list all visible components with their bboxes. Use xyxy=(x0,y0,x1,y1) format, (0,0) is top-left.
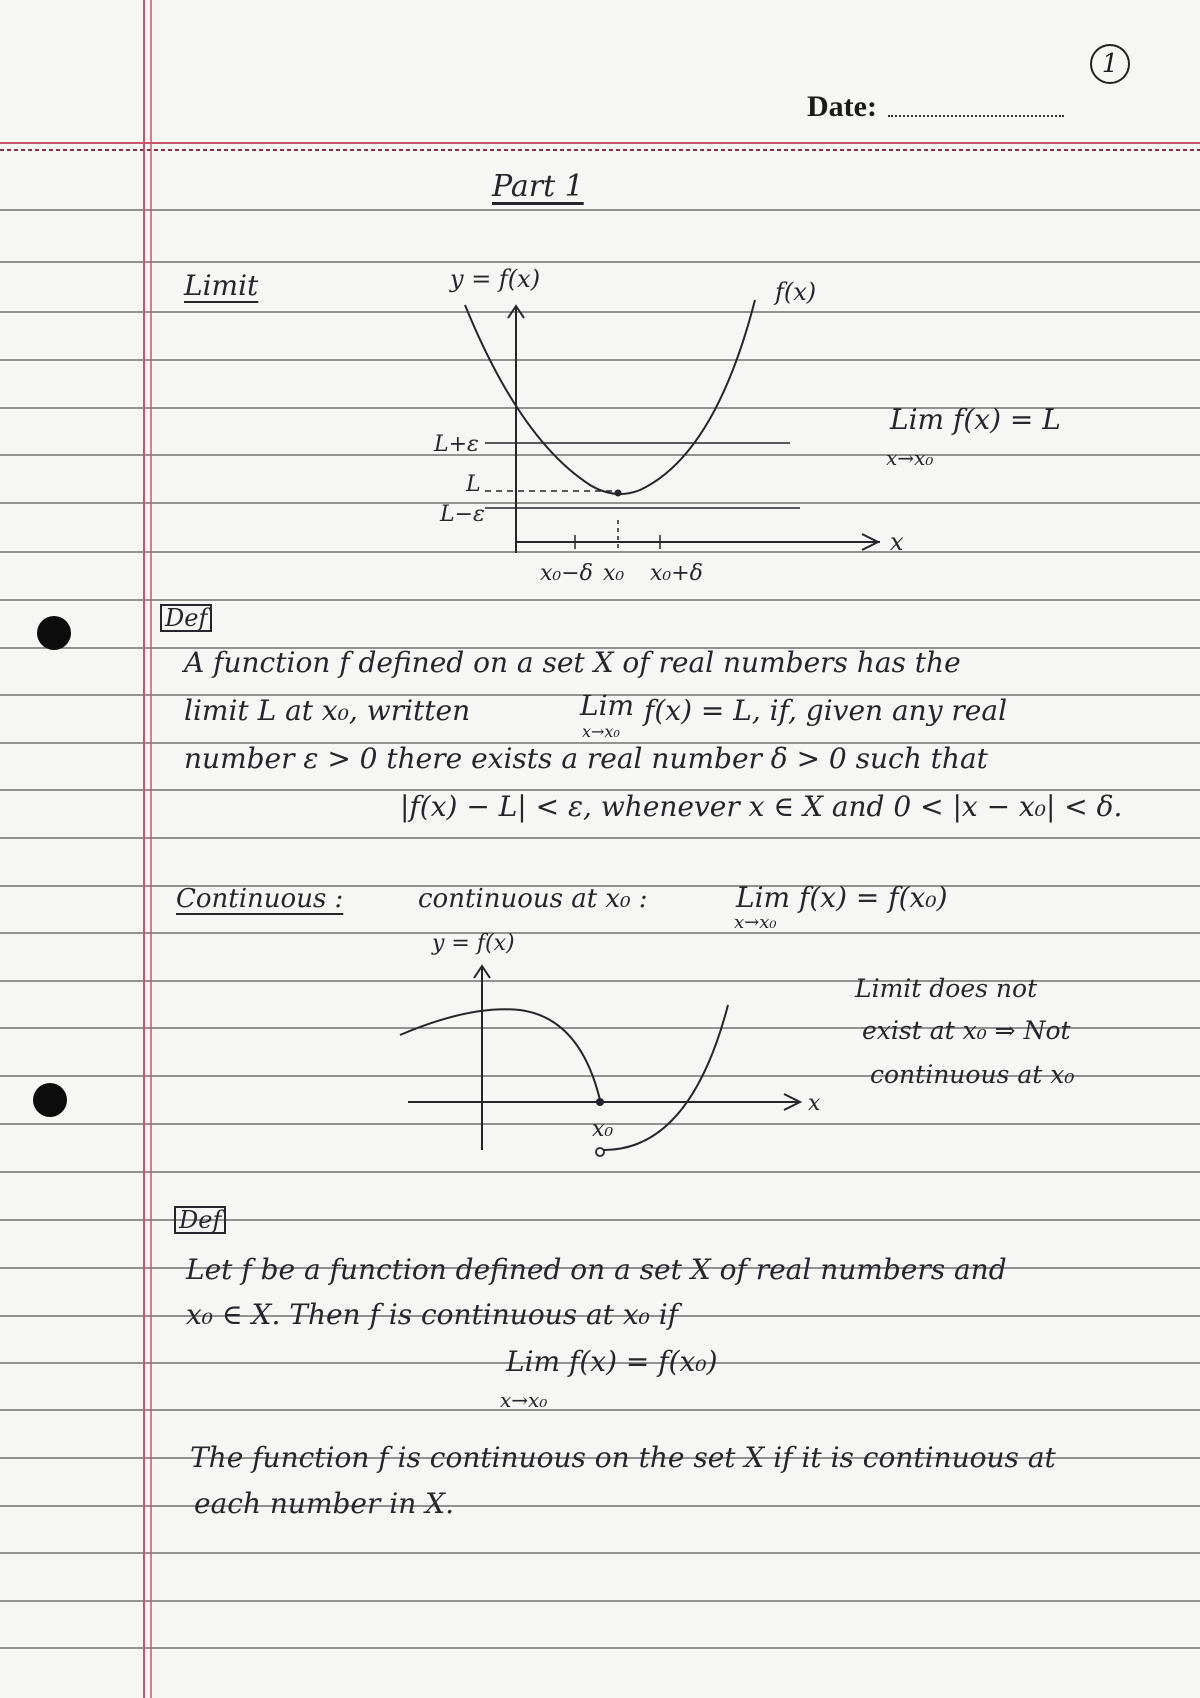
continuous-y-label: y = f(x) xyxy=(432,931,515,956)
def2-line-1: Let f be a function defined on a set X of real numbers and xyxy=(186,1253,1007,1286)
limit-heading: Limit xyxy=(184,269,259,302)
limit-x-label-right: x₀+δ xyxy=(650,561,703,586)
limit-x-axis-label: x xyxy=(890,528,904,556)
continuous-right-branch xyxy=(604,1005,728,1150)
def2-line-4: each number in X. xyxy=(194,1487,454,1520)
continuous-note-3: continuous at x₀ xyxy=(870,1060,1075,1089)
continuous-lim-sub: x→x₀ xyxy=(734,912,777,933)
date-label: Date: xyxy=(807,90,877,123)
page-title: Part 1 xyxy=(492,169,584,204)
limit-formula-subscript: x→x₀ xyxy=(886,446,934,470)
limit-y-label: y = f(x) xyxy=(450,265,541,293)
continuous-point-label: x₀ xyxy=(592,1117,614,1142)
limit-x-label-left: x₀−δ xyxy=(540,561,593,586)
continuous-heading: Continuous : xyxy=(176,884,344,914)
def1-line-2-lim: Lim xyxy=(580,689,635,722)
def1-line-2a: limit L at x₀, written xyxy=(184,694,471,727)
continuous-note-2: exist at x₀ ⇒ Not xyxy=(862,1016,1071,1045)
limit-tick-label-lower: L−ε xyxy=(440,502,485,527)
def1-line-3: number ε > 0 there exists a real number δ > 0 such that xyxy=(184,742,988,775)
def2-formula: Lim f(x) = f(x₀) xyxy=(506,1345,718,1378)
def-tag-1: Def xyxy=(160,604,212,632)
limit-tick-label-upper: L+ε xyxy=(434,432,479,457)
def1-line-1: A function f defined on a set X of real numbers has the xyxy=(184,646,961,679)
continuous-left-branch xyxy=(400,1009,600,1100)
continuous-x-label: x xyxy=(808,1091,821,1116)
def2-formula-sub: x→x₀ xyxy=(500,1388,548,1412)
continuous-filled-point xyxy=(596,1098,604,1106)
limit-x-label-x0: x₀ xyxy=(603,561,625,586)
def2-line-2: x₀ ∈ X. Then f is continuous at x₀ if xyxy=(186,1298,679,1331)
limit-curve-label: f(x) xyxy=(775,278,817,306)
continuous-lim-formula: Lim f(x) = f(x₀) xyxy=(736,881,948,914)
limit-tick-label-L: L xyxy=(466,472,481,497)
def1-line-2-lim-sub: x→x₀ xyxy=(582,722,620,741)
page-number: 1 xyxy=(1090,44,1130,84)
def1-line-4: |f(x) − L| < ε, whenever x ∈ X and 0 < |x − x₀| < δ. xyxy=(400,790,1123,823)
continuous-statement: continuous at x₀ : xyxy=(418,884,648,914)
continuous-note-1: Limit does not xyxy=(855,974,1038,1003)
def-tag-2: Def xyxy=(174,1206,226,1234)
continuous-open-point xyxy=(596,1148,604,1156)
limit-formula: Lim f(x) = L xyxy=(890,403,1061,436)
def2-line-3: The function f is continuous on the set X if it is continuous at xyxy=(190,1441,1056,1474)
def1-line-2b: f(x) = L, if, given any real xyxy=(644,694,1008,727)
